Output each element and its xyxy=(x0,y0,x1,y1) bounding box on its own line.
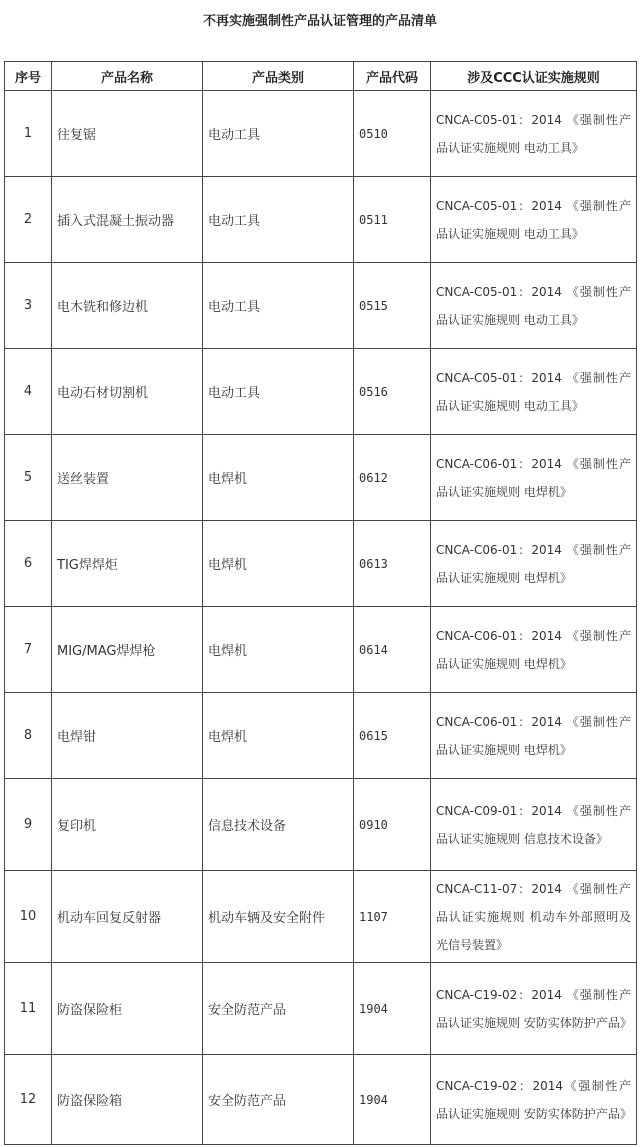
row-name: 电木铣和修边机 xyxy=(52,263,203,349)
row-no: 12 xyxy=(5,1055,52,1145)
row-rule: CNCA-C19-02：2014 《强制性产品认证实施规则 安防实体防护产品》 xyxy=(431,963,637,1055)
row-code: 0614 xyxy=(354,607,431,693)
row-no: 11 xyxy=(5,963,52,1055)
row-category: 电动工具 xyxy=(203,263,354,349)
row-rule: CNCA-C09-01：2014 《强制性产品认证实施规则 信息技术设备》 xyxy=(431,779,637,871)
row-category: 安全防范产品 xyxy=(203,963,354,1055)
header-rule: 涉及CCC认证实施规则 xyxy=(431,62,637,91)
row-rule: CNCA-C11-07：2014 《强制性产品认证实施规则 机动车外部照明及光信号装置》 xyxy=(431,871,637,963)
row-rule: CNCA-C06-01：2014 《强制性产品认证实施规则 电焊机》 xyxy=(431,693,637,779)
row-name: 防盗保险箱 xyxy=(52,1055,203,1145)
row-category: 电焊机 xyxy=(203,435,354,521)
row-no: 10 xyxy=(5,871,52,963)
row-code: 1904 xyxy=(354,1055,431,1145)
row-code: 0615 xyxy=(354,693,431,779)
row-code: 0511 xyxy=(354,177,431,263)
row-rule: CNCA-C06-01：2014 《强制性产品认证实施规则 电焊机》 xyxy=(431,607,637,693)
row-no: 1 xyxy=(5,91,52,177)
row-name: 电动石材切割机 xyxy=(52,349,203,435)
row-category: 电动工具 xyxy=(203,91,354,177)
row-category: 电焊机 xyxy=(203,607,354,693)
row-code: 1904 xyxy=(354,963,431,1055)
row-code: 0612 xyxy=(354,435,431,521)
row-rule: CNCA-C05-01：2014 《强制性产品认证实施规则 电动工具》 xyxy=(431,263,637,349)
row-rule: CNCA-C05-01：2014 《强制性产品认证实施规则 电动工具》 xyxy=(431,349,637,435)
row-name: 防盗保险柜 xyxy=(52,963,203,1055)
row-category: 电动工具 xyxy=(203,349,354,435)
row-category: 电动工具 xyxy=(203,177,354,263)
table-row xyxy=(5,263,637,349)
row-code: 0910 xyxy=(354,779,431,871)
row-code: 0516 xyxy=(354,349,431,435)
row-name: 机动车回复反射器 xyxy=(52,871,203,963)
row-no: 3 xyxy=(5,263,52,349)
row-name: 往复锯 xyxy=(52,91,203,177)
table-row xyxy=(5,693,637,779)
row-rule: CNCA-C05-01：2014 《强制性产品认证实施规则 电动工具》 xyxy=(431,177,637,263)
header-no: 序号 xyxy=(5,62,52,91)
row-name: 复印机 xyxy=(52,779,203,871)
row-code: 0515 xyxy=(354,263,431,349)
row-name: 送丝装置 xyxy=(52,435,203,521)
table-row xyxy=(5,91,637,177)
table-header-row xyxy=(5,62,637,91)
row-name: 插入式混凝土振动器 xyxy=(52,177,203,263)
row-name: 电焊钳 xyxy=(52,693,203,779)
product-table xyxy=(4,61,637,1145)
row-name: MIG/MAG焊焊枪 xyxy=(52,607,203,693)
table-row xyxy=(5,779,637,871)
row-name: TIG焊焊炬 xyxy=(52,521,203,607)
document-title: 不再实施强制性产品认证管理的产品清单 xyxy=(202,14,437,29)
row-rule: CNCA-C19-02：2014《强制性产品认证实施规则 安防实体防护产品》 xyxy=(431,1055,637,1145)
header-code: 产品代码 xyxy=(354,62,431,91)
row-code: 1107 xyxy=(354,871,431,963)
row-rule: CNCA-C06-01：2014 《强制性产品认证实施规则 电焊机》 xyxy=(431,521,637,607)
row-category: 信息技术设备 xyxy=(203,779,354,871)
row-no: 9 xyxy=(5,779,52,871)
row-code: 0613 xyxy=(354,521,431,607)
table-row xyxy=(5,177,637,263)
table-row xyxy=(5,1055,637,1145)
table-row xyxy=(5,963,637,1055)
row-no: 2 xyxy=(5,177,52,263)
header-category: 产品类别 xyxy=(203,62,354,91)
row-no: 7 xyxy=(5,607,52,693)
table-row xyxy=(5,435,637,521)
row-rule: CNCA-C05-01：2014 《强制性产品认证实施规则 电动工具》 xyxy=(431,91,637,177)
table-row xyxy=(5,871,637,963)
row-rule: CNCA-C06-01：2014 《强制性产品认证实施规则 电焊机》 xyxy=(431,435,637,521)
row-no: 5 xyxy=(5,435,52,521)
row-code: 0510 xyxy=(354,91,431,177)
row-category: 电焊机 xyxy=(203,693,354,779)
row-category: 电焊机 xyxy=(203,521,354,607)
table-row xyxy=(5,607,637,693)
row-no: 4 xyxy=(5,349,52,435)
row-category: 机动车辆及安全附件 xyxy=(203,871,354,963)
header-name: 产品名称 xyxy=(52,62,203,91)
table-row xyxy=(5,521,637,607)
row-category: 安全防范产品 xyxy=(203,1055,354,1145)
table-row xyxy=(5,349,637,435)
row-no: 8 xyxy=(5,693,52,779)
row-no: 6 xyxy=(5,521,52,607)
